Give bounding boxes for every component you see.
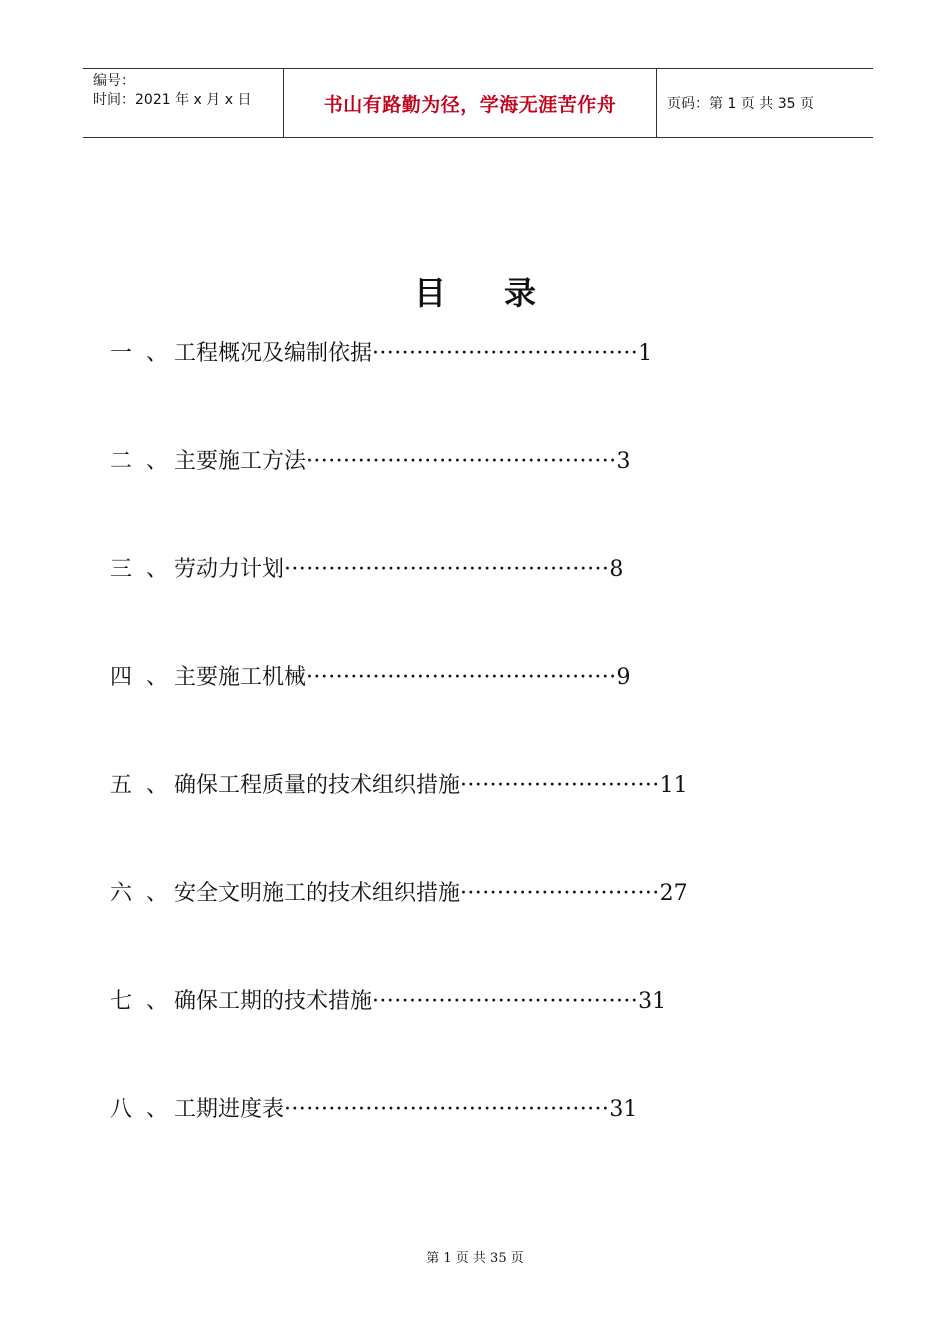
toc-entry-separator: 、	[146, 341, 169, 366]
toc-entry-separator: 、	[146, 665, 169, 690]
toc-entry-number: 六	[110, 881, 133, 906]
toc-entry[interactable]	[110, 552, 770, 660]
toc-entry-separator: 、	[146, 989, 169, 1014]
page-header	[83, 68, 873, 138]
toc-entry[interactable]	[110, 336, 770, 444]
toc-entry-page: 11	[659, 773, 688, 798]
toc-entry-text: 主要施工方法	[174, 449, 307, 474]
toc-entry-page: 27	[659, 881, 688, 906]
toc-entry-text: 工期进度表	[174, 1097, 285, 1122]
toc-entry-number: 三	[110, 557, 133, 582]
toc-entry-number: 四	[110, 665, 133, 690]
toc-entry-text: 确保工期的技术措施	[174, 989, 373, 1014]
toc-entry-page: 9	[616, 665, 631, 690]
header-motto: 书山有路勤为径，学海无涯苦作舟	[284, 69, 657, 137]
toc-entry[interactable]	[110, 1092, 770, 1200]
toc-entry-page: 3	[616, 449, 631, 474]
toc-title	[0, 268, 950, 314]
header-page-label: 页码：第 1 页 共 35 页	[667, 96, 814, 112]
header-meta	[83, 69, 284, 137]
toc-entry-text: 劳动力计划	[174, 557, 285, 582]
toc-entry[interactable]	[110, 768, 770, 876]
toc-entry[interactable]	[110, 984, 770, 1092]
toc-entry-separator: 、	[146, 881, 169, 906]
toc-entry-leader: ··········································	[306, 665, 617, 690]
toc-entry-number: 七	[110, 989, 133, 1014]
page-footer: 第 1 页 共 35 页	[426, 1251, 524, 1266]
toc-entry-separator: 、	[146, 449, 169, 474]
toc-entry[interactable]	[110, 660, 770, 768]
toc-entry-leader: ····································	[372, 341, 639, 366]
toc-entry-number: 八	[110, 1097, 133, 1122]
toc-entry-page: 8	[609, 557, 624, 582]
toc-entry[interactable]	[110, 876, 770, 984]
toc-title-right: 录	[504, 274, 537, 312]
toc-entry-leader: ············································	[284, 557, 610, 582]
toc-entry-text: 安全文明施工的技术组织措施	[174, 881, 461, 906]
toc-entry-number: 二	[110, 449, 133, 474]
header-time-label: 时间：2021 年 x 月 x 日	[93, 92, 252, 108]
toc-entry-leader: ····································	[372, 989, 639, 1014]
toc-entry-text: 确保工程质量的技术组织措施	[174, 773, 461, 798]
header-number-label: 编号：	[93, 73, 135, 89]
toc-entry-text: 主要施工机械	[174, 665, 307, 690]
toc-entry-separator: 、	[146, 1097, 169, 1122]
toc-entry-leader: ···························	[460, 773, 660, 798]
toc-entry-page: 31	[638, 989, 667, 1014]
toc-entry-separator: 、	[146, 557, 169, 582]
toc-entry-leader: ··········································	[306, 449, 617, 474]
toc-entry-separator: 、	[146, 773, 169, 798]
toc-list	[110, 336, 770, 1200]
toc-entry-leader: ············································	[284, 1097, 610, 1122]
toc-entry-page: 1	[638, 341, 653, 366]
toc-entry-page: 31	[609, 1097, 638, 1122]
toc-entry-number: 一	[110, 341, 133, 366]
toc-title-left: 目	[413, 274, 446, 312]
toc-entry-text: 工程概况及编制依据	[174, 341, 373, 366]
toc-entry-leader: ···························	[460, 881, 660, 906]
toc-entry[interactable]	[110, 444, 770, 552]
toc-entry-number: 五	[110, 773, 133, 798]
